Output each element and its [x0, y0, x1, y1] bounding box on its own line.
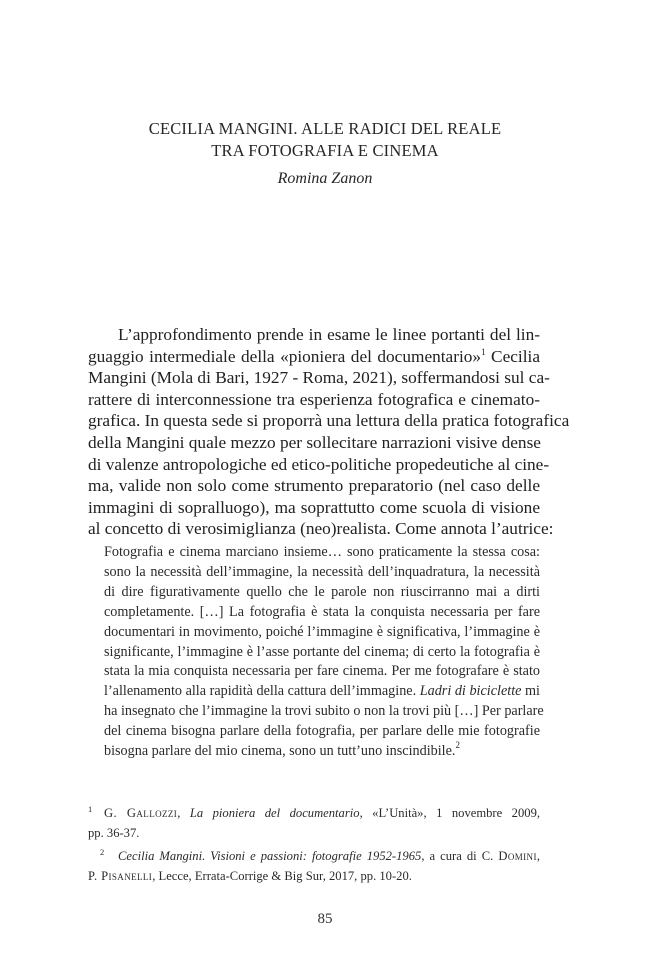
footnote-1-cont: pp. 36-37. — [88, 825, 140, 840]
quote-line: stata la mia conquista necessaria per fare cinema. Per me fotografare è stato — [104, 663, 540, 680]
body-line: al concetto di verosimiglianza (neo)realista. Come annota l’autrice: — [88, 519, 554, 539]
body-line: immagini di sopralluogo), ma soprattutto come scuola di visione — [88, 497, 540, 517]
block-quote — [104, 543, 544, 762]
body-line: Mangini (Mola di Bari, 1927 - Roma, 2021), soffermandosi sul ca- — [88, 368, 550, 388]
footnote-ref-1[interactable]: 1 — [481, 346, 486, 357]
quote-line: significante, l’immagine è l’asse portante del cinema; di certo la fotografia è — [104, 643, 540, 660]
quote-line: Fotografia e cinema marciano insieme… sono praticamente la stessa cosa: — [104, 544, 540, 560]
footnote-number: 1 — [88, 804, 93, 814]
quote-line: l’allenamento alla rapidità della cattura dell’immagine. Ladri di biciclette mi — [104, 683, 540, 700]
footnote-2-cont: P. Pisanelli, Lecce, Errata-Corrige & Big Sur, 2017, pp. 10-20. — [88, 868, 412, 883]
footnotes — [88, 800, 540, 886]
footnote-number: 2 — [100, 847, 105, 858]
quote-line: bisogna parlare del mio cinema, sono un tutt’uno inscindibile.$^2$ — [104, 740, 460, 760]
quote-line: del cinema bisogna parlare della fotografia, per parlare delle mie fotografie — [104, 723, 540, 740]
body-line: di valenze antropologiche ed etico-politiche propedeutiche al cine- — [88, 454, 550, 474]
quote-line: ha insegnato che l’immagine la trovi subito o non la trovi più […] Per parlare — [104, 703, 544, 720]
footnote-2: 2 Cecilia Mangini. Visioni e passioni: fotografie 1952-1965, a cura di C. Domini, — [88, 843, 540, 867]
quote-line: sono la necessità dell’immagine, la necessità dell’inquadratura, la necessità — [104, 563, 540, 580]
body-line: guaggio intermediale della «pioniera del documentario»$^1$ Cecilia — [88, 346, 540, 366]
footnote-ref-2[interactable]: 2 — [455, 740, 460, 751]
quote-line: di dire figurativamente quello che le parole non riuscirranno mai a dirti — [104, 583, 540, 600]
article-title-line2: TRA FOTOGRAFIA E CINEMA — [211, 141, 439, 160]
footnote-1: 1 G. Gallozzi, La pioniera del documentario, «L’Unità», 1 novembre 2009, — [88, 800, 540, 824]
body-line: L’approfondimento prende in esame le linee portanti del lin- — [118, 325, 540, 344]
body-line: rattere di interconnessione tra esperienza fotografica e cinemato- — [88, 389, 540, 409]
body-line: ma, valide non solo come strumento preparatorio (nel caso delle — [88, 476, 540, 496]
quote-line: completamente. […] La fotografia è stata la conquista necessaria per fare — [104, 603, 540, 620]
quote-line: documentari in movimento, poiché l’immagine è significativa, l’immagine è — [104, 623, 540, 640]
body-line: grafica. In questa sede si proporrà una lettura della pratica fotografica — [88, 411, 570, 431]
body-line: della Mangini quale mezzo per sollecitare narrazioni visive dense — [88, 432, 541, 452]
page-number: 85 — [317, 911, 333, 927]
film-title: Ladri di biciclette — [419, 683, 522, 700]
article-title-line1: CECILIA MANGINI. ALLE RADICI DEL REALE — [148, 119, 502, 138]
body-paragraph — [88, 324, 570, 540]
article-author: Romina Zanon — [277, 170, 373, 187]
